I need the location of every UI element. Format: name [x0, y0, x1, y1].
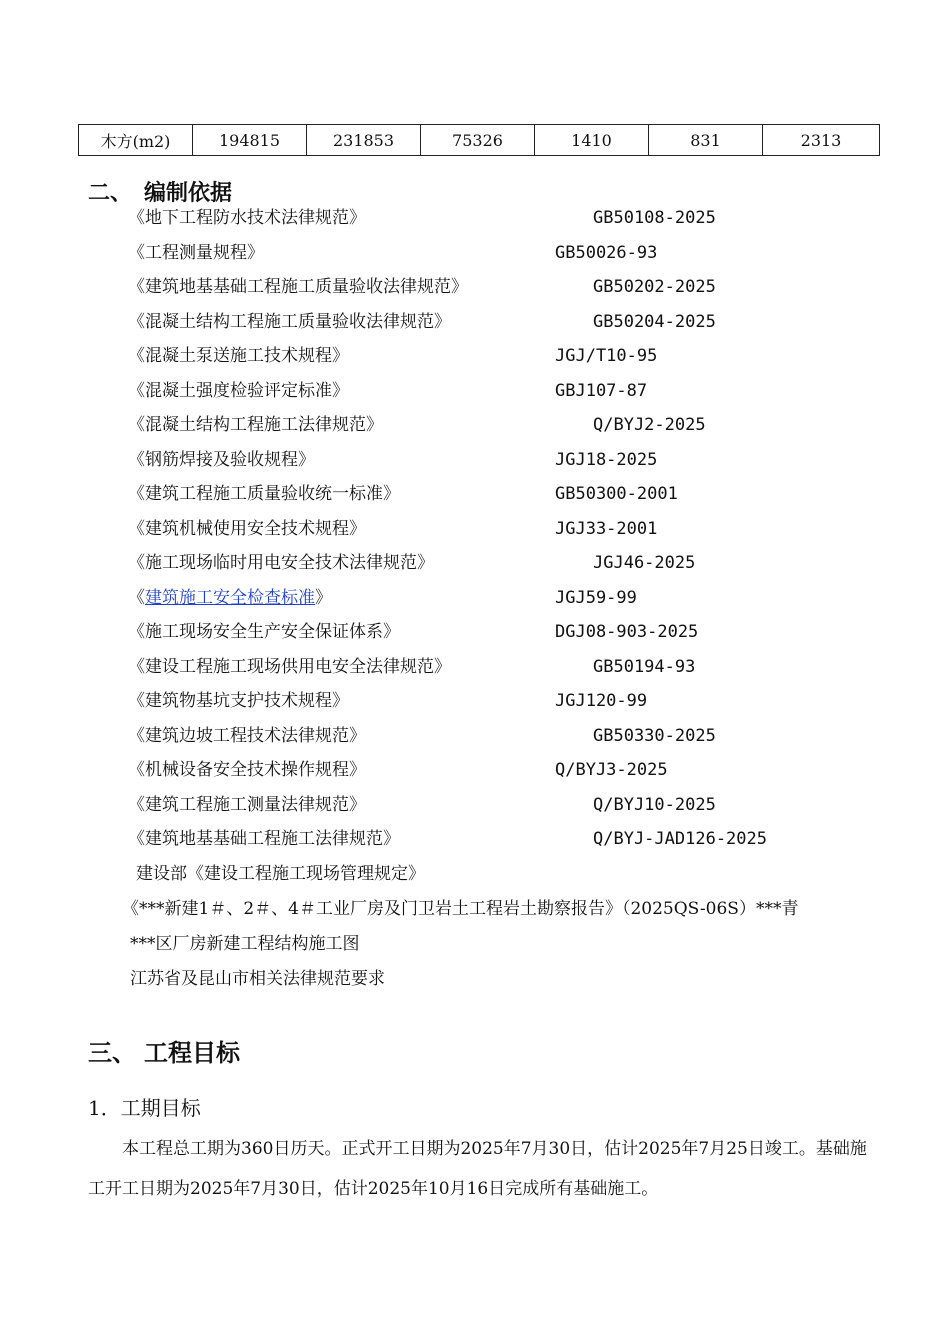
table-cell: 75326 — [421, 125, 535, 156]
bracket-close: 》 — [315, 588, 332, 608]
table-cell: 831 — [649, 125, 763, 156]
reference-link[interactable]: 建筑施工安全检查标准 — [145, 588, 315, 608]
reference-extra: 江苏省及昆山市相关法律规范要求 — [130, 969, 385, 989]
bracket-open: 《 — [128, 588, 145, 608]
table-cell-label: 木方(m2) — [79, 125, 193, 156]
reference-code: GB50108-2025 — [593, 208, 716, 228]
table-cell: 194815 — [193, 125, 307, 156]
section-title: 编制依据 — [144, 181, 233, 206]
reference-name: 《地下工程防水技术法律规范》 — [128, 208, 366, 228]
reference-code: GB50330-2025 — [593, 726, 716, 746]
quantity-table — [78, 124, 880, 156]
subheading-schedule: 1．工期目标 — [88, 1096, 201, 1120]
table-cell: 1410 — [535, 125, 649, 156]
reference-name: 《建筑地基基础工程施工质量验收法律规范》 — [128, 277, 468, 297]
table-cell: 231853 — [307, 125, 421, 156]
section-number: 二、 — [88, 181, 133, 206]
reference-code: GB50202-2025 — [593, 277, 716, 297]
reference-code: JGJ59-99 — [555, 588, 637, 608]
reference-code: GBJ107-87 — [555, 381, 648, 401]
reference-name: 《混凝土泵送施工技术规程》 — [128, 346, 349, 366]
reference-extra: 《***新建1＃、2＃、4＃工业厂房及门卫岩土工程岩土勘察报告》（2025QS-06S）***青 — [122, 899, 799, 919]
reference-code: JGJ/T10-95 — [555, 346, 658, 366]
schedule-paragraph: 本工程总工期为360日历天。正式开工日期为2025年7月30日，估计2025年7月25日竣工。基础施工开工日期为2025年7月30日，估计2025年10月16日完成所有基础施工。 — [88, 1139, 867, 1199]
section-title: 工程目标 — [144, 1039, 240, 1067]
reference-extra: 建设部《建设工程施工现场管理规定》 — [136, 864, 425, 884]
reference-code: GB50204-2025 — [593, 312, 716, 332]
reference-name: 《混凝土结构工程施工质量验收法律规范》 — [128, 312, 451, 332]
reference-code: Q/BYJ10-2025 — [593, 795, 716, 815]
reference-code: JGJ33-2001 — [555, 519, 658, 539]
section-number: 三、 — [88, 1039, 136, 1067]
reference-name-linked — [128, 587, 332, 609]
reference-code: JGJ120-99 — [555, 691, 648, 711]
reference-code: GB50300-2001 — [555, 484, 678, 504]
reference-code: GB50194-93 — [593, 657, 696, 677]
section-heading-goals — [88, 1033, 240, 1068]
section-heading-basis — [88, 176, 232, 207]
reference-code: Q/BYJ2-2025 — [593, 415, 706, 435]
reference-code: Q/BYJ3-2025 — [555, 760, 668, 780]
reference-code: JGJ46-2025 — [593, 553, 696, 573]
reference-name: 《钢筋焊接及验收规程》 — [128, 450, 315, 470]
reference-name: 《混凝土结构工程施工法律规范》 — [128, 415, 383, 435]
reference-name: 《建筑物基坑支护技术规程》 — [128, 691, 349, 711]
reference-code: DGJ08-903-2025 — [555, 622, 699, 642]
reference-code: Q/BYJ-JAD126-2025 — [593, 829, 767, 849]
reference-name: 《建筑地基基础工程施工法律规范》 — [128, 829, 400, 849]
reference-name: 《混凝土强度检验评定标准》 — [128, 381, 349, 401]
reference-name: 《施工现场安全生产安全保证体系》 — [128, 622, 400, 642]
reference-name: 《建筑机械使用安全技术规程》 — [128, 519, 366, 539]
table-cell: 2313 — [763, 125, 880, 156]
reference-name: 《建筑边坡工程技术法律规范》 — [128, 726, 366, 746]
reference-name: 《施工现场临时用电安全技术法律规范》 — [128, 553, 434, 573]
table-row — [79, 125, 880, 156]
reference-name: 《机械设备安全技术操作规程》 — [128, 760, 366, 780]
reference-name: 《建设工程施工现场供用电安全法律规范》 — [128, 657, 451, 677]
reference-extra: ***区厂房新建工程结构施工图 — [130, 934, 360, 954]
reference-name: 《建筑工程施工测量法律规范》 — [128, 795, 366, 815]
reference-name: 《工程测量规程》 — [128, 243, 264, 263]
reference-code: JGJ18-2025 — [555, 450, 658, 470]
reference-code: GB50026-93 — [555, 243, 658, 263]
reference-name: 《建筑工程施工质量验收统一标准》 — [128, 484, 400, 504]
